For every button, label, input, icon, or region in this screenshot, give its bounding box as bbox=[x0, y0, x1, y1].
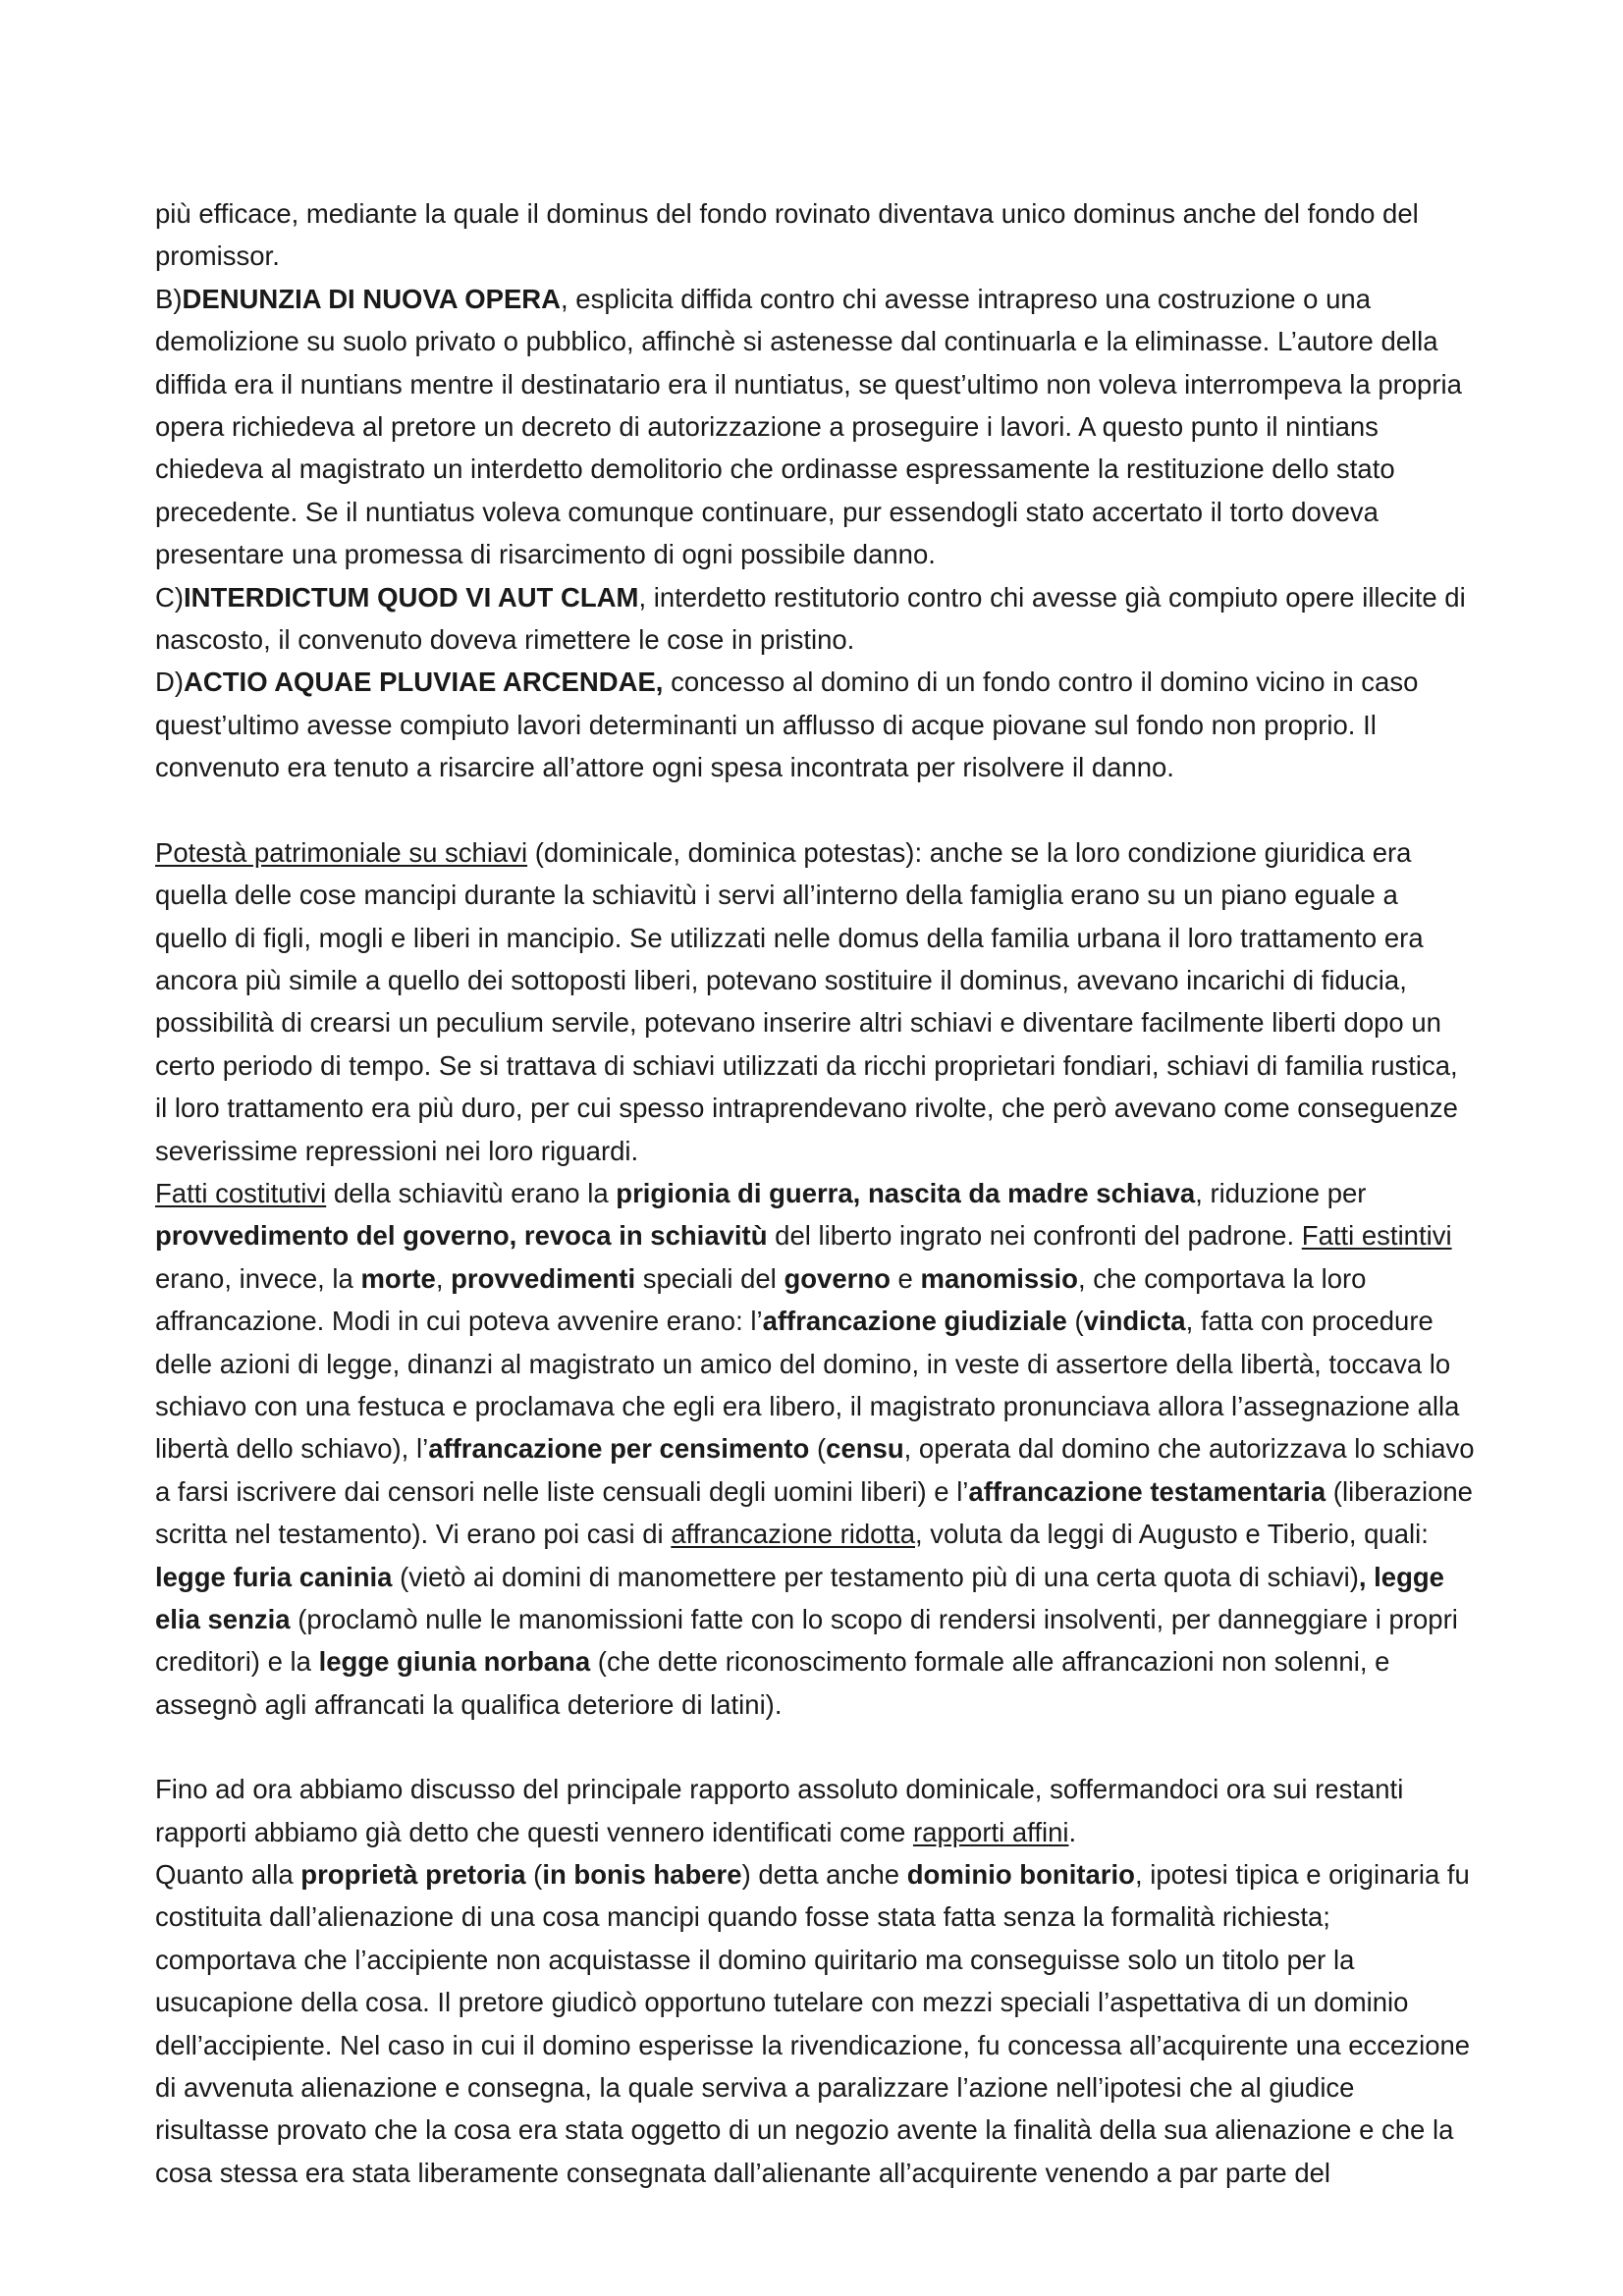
text-run: C) bbox=[155, 581, 185, 613]
paragraph bbox=[155, 1768, 1476, 1853]
paragraph bbox=[155, 192, 1476, 278]
text-run: , interdetto restitutorio contro chi avesse già compiuto opere illecite di nascosto, il convenuto doveva rimettere le cose in pristino. bbox=[155, 581, 1466, 656]
bold-term: affrancazione giudiziale bbox=[762, 1306, 1067, 1337]
text-run: ) detta anche bbox=[741, 1859, 907, 1891]
bold-term: ACTIO AQUAE PLUVIAE ARCENDAE, bbox=[184, 667, 664, 698]
underlined-term: affrancazione ridotta bbox=[671, 1519, 915, 1550]
text-run: Quanto alla bbox=[155, 1859, 301, 1891]
text-run: del liberto ingrato nei confronti del padrone. bbox=[767, 1220, 1302, 1252]
text-run: della schiavitù erano la bbox=[326, 1177, 617, 1208]
text-run: , che comportava la loro affrancazione. Modi in cui poteva avvenire erano: l’ bbox=[155, 1262, 1367, 1337]
paragraph bbox=[155, 1172, 1476, 1726]
bold-term: proprietà pretoria bbox=[300, 1859, 526, 1891]
underlined-term: rapporti affini bbox=[913, 1816, 1069, 1847]
bold-term: provvedimento del governo, revoca in schiavitù bbox=[155, 1220, 768, 1252]
underlined-term: Fatti estintivi bbox=[1301, 1220, 1452, 1252]
document-body bbox=[155, 192, 1476, 2194]
paragraph bbox=[155, 576, 1476, 662]
text-run: , riduzione per bbox=[1195, 1177, 1367, 1208]
bold-term: INTERDICTUM QUOD VI AUT CLAM bbox=[184, 581, 639, 613]
underlined-term: Fatti costitutivi bbox=[155, 1177, 327, 1208]
text-run: D) bbox=[155, 667, 185, 698]
bold-term: censu bbox=[826, 1433, 904, 1465]
text-run: e bbox=[890, 1262, 921, 1294]
bold-term: manomissio bbox=[920, 1262, 1078, 1294]
text-run: , ipotesi tipica e originaria fu costituita dall’alienazione di una cosa mancipi quando fosse stata fatta senza la formalità richiesta; comportava che l’accipiente non acquistasse il domino quiritario ma conseguisse solo un titolo per la usucapione della cosa. Il pretore giudicò opportuno tutelare con mezzi speciali l’aspettativa di un dominio dell’accipiente. Nel caso in cui il domino esperisse la rivendicazione, fu concessa all’acquirente una eccezione di avvenuta alienazione e consegna, la quale serviva a paralizzare l’azione nell’ipotesi che al giudice risultasse provato che la cosa era stata oggetto di un negozio avente la finalità della sua alienazione e che la cosa stessa era stata liberamente consegnata dall’alienante all’acquirente venendo a par parte del bbox=[155, 1859, 1471, 2188]
paragraph bbox=[155, 661, 1476, 788]
text-run: (proclamò nulle le manomissioni fatte con lo scopo di rendersi insolventi, per danneggiare i propri creditori) e la bbox=[155, 1604, 1458, 1678]
text-run: (dominicale, dominica potestas): anche se la loro condizione giuridica era quella delle cose mancipi durante la schiavitù i servi all’interno della famiglia erano su un piano eguale a quello di figli, mogli e liberi in mancipio. Se utilizzati nelle domus della familia urbana il loro trattamento era ancora più simile a quello dei sottoposti liberi, potevano sostituire il dominus, avevano incarichi di fiducia, possibilità di crearsi un peculium servile, potevano inserire altri schiavi e diventare facilmente liberti dopo un certo periodo di tempo. Se si trattava di schiavi utilizzati da ricchi proprietari fondiari, schiavi di familia rustica, il loro trattamento era più duro, per cui spesso intraprendevano rivolte, che però avevano come conseguenze severissime repressioni nei loro riguardi. bbox=[155, 836, 1458, 1166]
bold-term: affrancazione per censimento bbox=[428, 1433, 810, 1465]
bold-term: , legge elia senzia bbox=[155, 1561, 1444, 1634]
text-run: , fatta con procedure delle azioni di legge, dinanzi al magistrato un amico del domino, in veste di assertore della libertà, toccava lo schiavo con una festuca e proclamava che egli era libero, il magistrato pronunciava allora l’assegnazione alla libertà dello schiavo), l’ bbox=[155, 1306, 1460, 1465]
paragraph bbox=[155, 1853, 1476, 2194]
text-run: erano, invece, la bbox=[155, 1262, 361, 1294]
text-run: , voluta da leggi di Augusto e Tiberio, quali: bbox=[915, 1519, 1429, 1550]
bold-term: morte bbox=[360, 1262, 436, 1294]
bold-term: provvedimenti bbox=[451, 1262, 636, 1294]
text-run: ( bbox=[1066, 1306, 1084, 1337]
paragraph bbox=[155, 278, 1476, 576]
text-run: ( bbox=[525, 1859, 543, 1891]
text-run: (che dette riconoscimento formale alle affrancazioni non solenni, e assegnò agli affrancati la qualifica deteriore di latini). bbox=[155, 1646, 1390, 1720]
text-run: concesso al domino di un fondo contro il domino vicino in caso quest’ultimo avesse compiuto lavori determinanti un afflusso di acque piovane sul fondo non proprio. Il convenuto era tenuto a risarcire all’attore ogni spesa incontrata per risolvere il danno. bbox=[155, 667, 1419, 783]
text-run: B) bbox=[155, 283, 183, 314]
bold-term: legge furia caninia bbox=[155, 1561, 393, 1592]
text-run: , bbox=[435, 1262, 452, 1294]
bold-term: governo bbox=[784, 1262, 891, 1294]
bold-term: vindicta bbox=[1083, 1306, 1186, 1337]
bold-term: in bonis habere bbox=[542, 1859, 742, 1891]
bold-term: dominio bonitario bbox=[906, 1859, 1135, 1891]
text-run: (liberazione scritta nel testamento). Vi erano poi casi di bbox=[155, 1475, 1473, 1550]
text-run: , operata dal domino che autorizzava lo schiavo a farsi iscrivere dai censori nelle liste censuali degli uomini liberi) e l’ bbox=[155, 1433, 1475, 1507]
bold-term: affrancazione testamentaria bbox=[968, 1475, 1326, 1507]
text-run: ( bbox=[809, 1433, 827, 1465]
text-run: Fino ad ora abbiamo discusso del principale rapporto assoluto dominicale, soffermandoci ora sui restanti rapporti abbiamo già detto che questi vennero identificati come bbox=[155, 1774, 1404, 1847]
text-run: più efficace, mediante la quale il dominus del fondo rovinato diventava unico dominus anche del fondo del promissor. bbox=[155, 198, 1419, 272]
text-run: , esplicita diffida contro chi avesse intrapreso una costruzione o una demolizione su suolo privato o pubblico, affinchè si astenesse dal continuarla e la eliminasse. L’autore della diffida era il nuntians mentre il destinatario era il nuntiatus, se quest’ultimo non voleva interrompeva la propria opera richiedeva al pretore un decreto di autorizzazione a proseguire i lavori. A questo punto il nintians chiedeva al magistrato un interdetto demolitorio che ordinasse espressamente la restituzione dello stato precedente. Se il nuntiatus voleva comunque continuare, pur essendogli stato accertato il torto doveva presentare una promessa di risarcimento di ogni possibile danno. bbox=[155, 283, 1462, 570]
bold-term: prigionia di guerra, nascita da madre schiava bbox=[616, 1177, 1196, 1208]
bold-term: DENUNZIA DI NUOVA OPERA bbox=[182, 283, 562, 314]
bold-term: legge giunia norbana bbox=[318, 1646, 591, 1678]
underlined-term: Potestà patrimoniale su schiavi bbox=[155, 836, 528, 868]
text-run: speciali del bbox=[635, 1262, 784, 1294]
text-run: . bbox=[1068, 1816, 1077, 1847]
text-run: (vietò ai domini di manomettere per testamento più di una certa quota di schiavi) bbox=[392, 1561, 1359, 1592]
paragraph bbox=[155, 831, 1476, 1172]
